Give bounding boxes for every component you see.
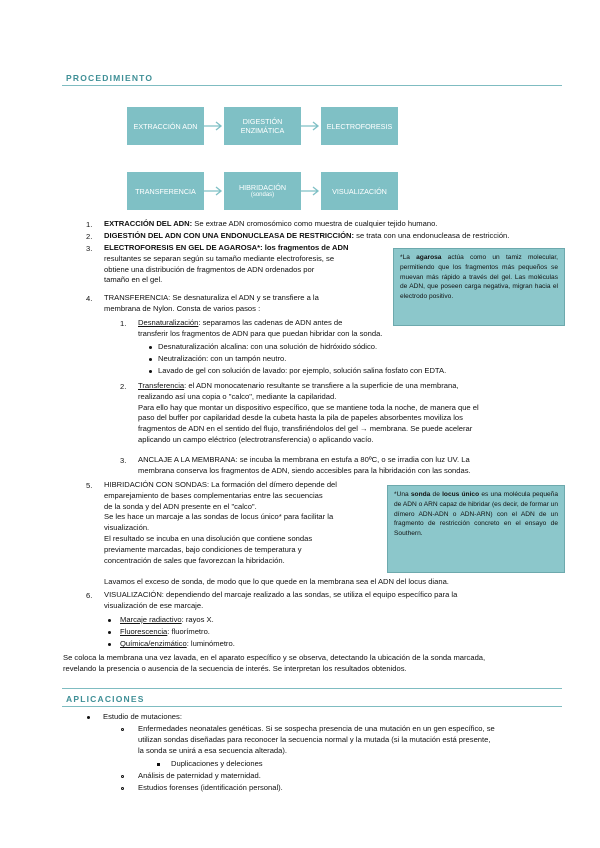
section-divider	[62, 688, 562, 689]
step-5-text	[104, 480, 382, 566]
section-divider	[62, 85, 562, 86]
flow-box-hibridacion-sub: (sondas)	[250, 191, 275, 198]
aplicaciones-subitem: Estudios forenses (identificación personal).	[138, 783, 283, 792]
substep-4-1-body: : separamos las cadenas de ADN antes de	[198, 318, 343, 327]
substep-4-2-text	[138, 381, 562, 446]
arrow-right-icon	[203, 121, 223, 131]
step-5-line: de la sonda y del ADN presente en el "calco".	[104, 501, 257, 511]
aplicaciones-subitem	[138, 724, 568, 756]
note-sonda-star: *Una	[394, 491, 411, 498]
step-2-text	[104, 231, 564, 242]
step-5-line: Lavamos el exceso de sonda, de modo que lo que quede en la membrana sea el ADN del locus diana.	[104, 577, 449, 586]
step-number: 3.	[86, 244, 93, 253]
substep-4-2-title: Transferencia	[138, 381, 185, 390]
fluorescencia-value: : fluorímetro.	[167, 627, 210, 636]
bullet-text: Desnaturalización alcalina: con una solución de hidróxido sódico.	[158, 342, 378, 351]
step-number: 4.	[86, 294, 93, 303]
aplicaciones-subitem-line: la sonda se unirá a esa secuencia alterada).	[138, 745, 288, 755]
note-sonda	[387, 485, 565, 573]
marcaje-label: Marcaje radiactivo	[120, 615, 182, 624]
bullet-icon	[149, 370, 152, 373]
closing-paragraph	[63, 653, 568, 675]
step-3-line: resultantes se separan según su tamaño mediante electroforesis, se	[104, 253, 335, 263]
section-heading-procedimiento: PROCEDIMIENTO	[66, 73, 154, 83]
section-heading-aplicaciones: APLICACIONES	[66, 694, 145, 704]
aplicaciones-subitem-line: Enfermedades neonatales genéticas. Si se sospecha presencia de una mutación en un gen específico, se	[138, 724, 495, 733]
note-agarosa-body: actúa como un tamiz molecular, permitiendo que los fragmentos más pequeños se muevan más rápido a través del gel. Las moléculas de ADN, que poseen carga negativa, migran hacia el electrodo positivo.	[400, 254, 558, 301]
flow-box-transferencia: TRANSFERENCIA	[127, 172, 204, 210]
step-5-line: Se les hace un marcaje a las sondas de locus único* para facilitar la	[104, 512, 334, 522]
quimica-value: : luminómetro.	[186, 639, 235, 648]
step-5-line: visualización.	[104, 523, 150, 533]
flow-box-extraccion: EXTRACCIÓN ADN	[127, 107, 204, 145]
substep-4-2-body: : el ADN monocatenario resultante se transfiere a la superficie de una membrana,	[184, 381, 459, 390]
bullet-icon	[87, 716, 90, 719]
step-4-text	[104, 293, 386, 315]
step-5-line: emparejamiento de bases complementarias entre las secuencias	[104, 490, 323, 500]
note-sonda-keyword: sonda	[410, 491, 431, 498]
step-3-text	[104, 243, 386, 286]
flow-box-visualizacion: VISUALIZACIÓN	[321, 172, 398, 210]
arrow-right-icon	[300, 121, 320, 131]
arrow-right-icon	[203, 186, 223, 196]
substep-4-2-line: aplicando un campo eléctrico (electrotransferencia) o aplicando vacío.	[138, 434, 374, 444]
step-5-line: previamente marcadas, bajo condiciones de temperatura y	[104, 544, 302, 554]
bullet-text	[120, 639, 235, 650]
step-6-text	[104, 590, 564, 612]
circle-bullet-icon	[121, 775, 124, 778]
bullet-icon	[108, 631, 111, 634]
note-agarosa-keyword: agarosa	[416, 254, 442, 261]
circle-bullet-icon	[121, 728, 124, 731]
substep-4-2-line	[138, 381, 562, 392]
substep-4-1-title: Desnaturalización	[138, 318, 199, 327]
step-number: 6.	[86, 591, 93, 600]
flow-box-digestion: DIGESTIÓN ENZIMÁTICA	[224, 107, 301, 145]
step-2-title: DIGESTIÓN DEL ADN CON UNA ENDONUCLEASA DE RESTRICCIÓN:	[104, 231, 355, 240]
step-5-line: concentración de sales que favorezcan la hibridación.	[104, 555, 285, 565]
step-5-line: HIBRIDACIÓN CON SONDAS: La formación del dímero depende del	[104, 480, 337, 489]
step-number: 2.	[86, 232, 93, 241]
bullet-icon	[108, 643, 111, 646]
note-sonda-body: es una molécula pequeña de ADN o ARN capaz de hibridar (es decir, de formar un dímero ADN-ADN o ADN-ARN) con el ADN de un fragmento de restricción concreto en el ensayo de Southern.	[394, 491, 559, 538]
flow-box-hibridacion	[224, 172, 301, 210]
step-5-line: El resultado se incuba en una disolución que contiene sondas	[104, 533, 313, 543]
aplicaciones-subsubitem: Duplicaciones y deleciones	[171, 759, 263, 768]
step-3-line: tamaño en el gel.	[104, 275, 163, 285]
step-4-line: TRANSFERENCIA: Se desnaturaliza el ADN y se transfiere a la	[104, 293, 319, 302]
step-3-line: ELECTROFORESIS EN GEL DE AGAROSA*: los fragmentos de ADN	[104, 243, 349, 252]
step-2-body: se trata con una endonucleasa de restricción.	[354, 231, 510, 240]
square-bullet-icon	[157, 763, 160, 766]
section-divider	[62, 706, 562, 707]
fluorescencia-label: Fluorescencia	[120, 627, 168, 636]
note-sonda-keyword-locus: locus único	[442, 491, 480, 498]
substep-4-1-text	[138, 318, 568, 340]
bullet-text	[120, 627, 210, 638]
bullet-icon	[108, 619, 111, 622]
flow-box-electroforesis: ELECTROFORESIS	[321, 107, 398, 145]
arrow-right-icon	[300, 186, 320, 196]
closing-line: revelando la presencia o ausencia de la secuencia de interés. Se interpretan los resultados obtenidos.	[63, 663, 407, 673]
step-1-text	[104, 219, 564, 230]
marcaje-value: : rayos X.	[181, 615, 214, 624]
bullet-text: Neutralización: con un tampón neutro.	[158, 354, 287, 363]
bullet-text	[120, 615, 214, 626]
substep-4-2-line: realizando así una copia o "calco", mediante la capilaridad.	[138, 391, 337, 401]
step-number: 5.	[86, 481, 93, 490]
substep-4-2-line: Para ello hay que montar un dispositivo específico, que se mantiene toda la noche, de manera que el	[138, 402, 479, 412]
step-6-line: visualización de ese marcaje.	[104, 600, 204, 610]
flow-box-hibridacion-label: HIBRIDACIÓN	[238, 182, 287, 192]
quimica-label: Química/enzimático	[120, 639, 187, 648]
step-1-title: EXTRACCIÓN DEL ADN:	[104, 219, 193, 228]
step-3-line: obtiene una distribución de fragmentos de ADN ordenados por	[104, 264, 315, 274]
closing-line: Se coloca la membrana una vez lavada, en el aparato específico y se observa, detectando la ubicación de la sonda marcada,	[63, 653, 486, 662]
substep-number: 3.	[120, 456, 127, 465]
step-4-line: membrana de Nylon. Consta de varios pasos :	[104, 303, 261, 313]
aplicaciones-item: Estudio de mutaciones:	[103, 712, 182, 721]
bullet-icon	[149, 346, 152, 349]
substep-4-1-line	[138, 318, 568, 329]
step-6-line: VISUALIZACIÓN: dependiendo del marcaje realizado a las sondas, se utiliza el equipo específico para la	[104, 590, 458, 599]
substep-4-1-line: transferir los fragmentos de ADN para que puedan hibridar con la sonda.	[138, 328, 383, 338]
aplicaciones-subitem-line: utilizan sondas diseñadas para reconocer la secuencia normal y la mutada (si la mutación está presente,	[138, 734, 491, 744]
step-1-body: Se extrae ADN cromosómico como muestra de cualquier tejido humano.	[192, 219, 438, 228]
substep-number: 2.	[120, 382, 127, 391]
substep-4-2-line: fragmentos de ADN en el sentido del flujo, transfiriéndolos del gel → membrana. Se puede acelerar	[138, 424, 473, 434]
substep-4-2-line: paso del buffer por capilaridad desde la cubeta hasta la pila de papeles absorbentes moviliza los	[138, 413, 463, 423]
step-number: 1.	[86, 220, 93, 229]
bullet-icon	[149, 358, 152, 361]
substep-4-3-line: ANCLAJE A LA MEMBRANA: se incuba la membrana en estufa a 80ºC, o se irradia con luz UV. La	[138, 455, 470, 464]
substep-4-3-line: membrana conserva los fragmentos de ADN, siendo accesibles para la hibridación con las sondas.	[138, 465, 471, 475]
note-sonda-connector: de	[430, 491, 443, 498]
bullet-text: Lavado de gel con solución de lavado: por ejemplo, solución salina fosfato con EDTA.	[158, 366, 447, 375]
note-agarosa-star: *La	[400, 254, 417, 261]
substep-4-3-text	[138, 455, 562, 477]
circle-bullet-icon	[121, 787, 124, 790]
note-agarosa	[393, 248, 565, 326]
substep-number: 1.	[120, 319, 127, 328]
aplicaciones-subitem: Análisis de paternidad y maternidad.	[138, 771, 261, 780]
